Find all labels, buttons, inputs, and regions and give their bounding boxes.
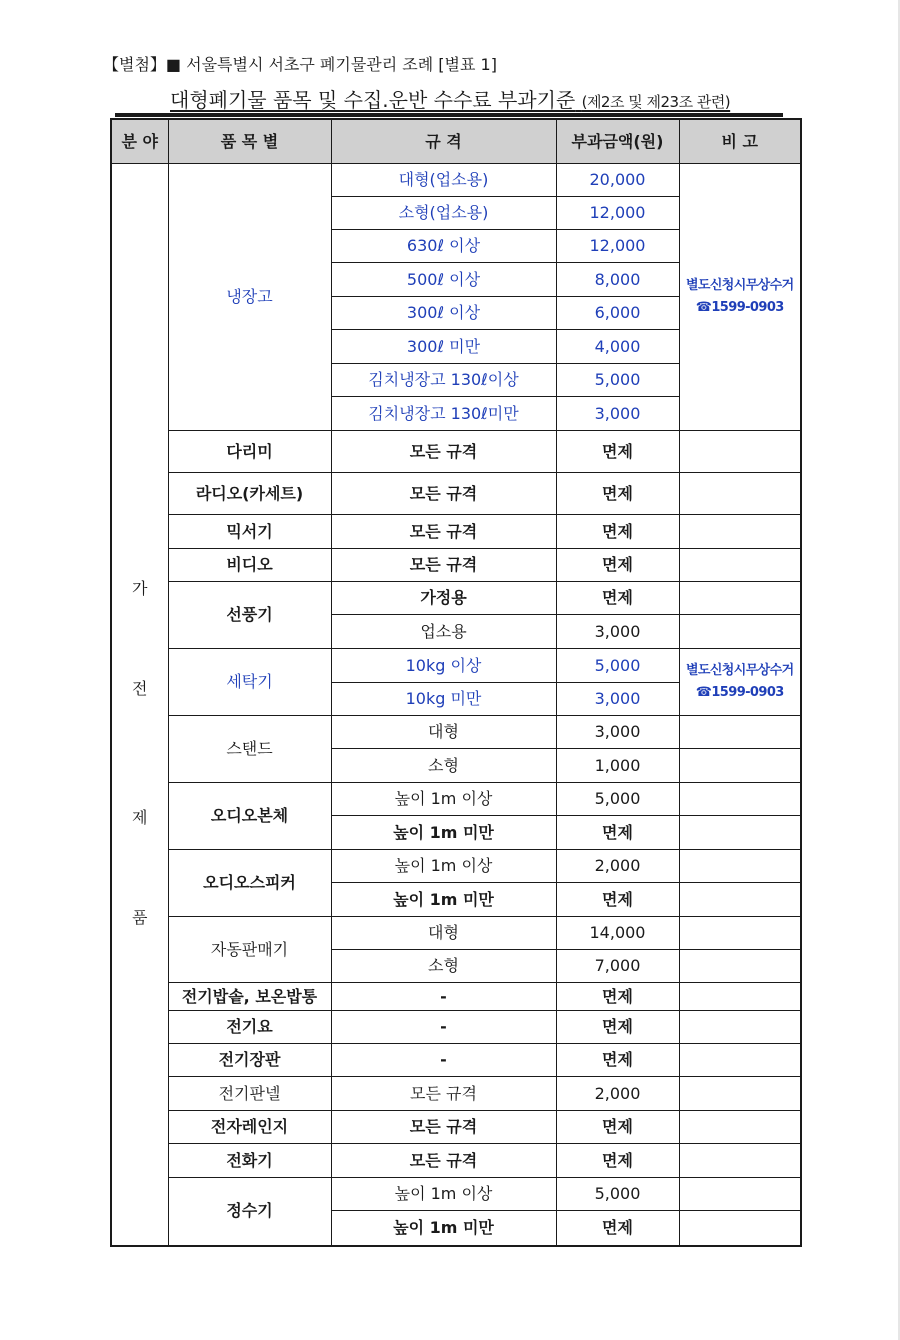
- fee-cell: 면제: [556, 883, 679, 917]
- fee-cell: 면제: [556, 816, 679, 850]
- header-item: 품 목 별: [168, 119, 331, 164]
- table-row: [111, 1011, 801, 1044]
- note-cell: [679, 1211, 801, 1246]
- header-note: 비 고: [679, 119, 801, 164]
- note-cell-fridge: [679, 164, 801, 431]
- spec-cell: 높이 1m 이상: [331, 783, 556, 816]
- item-cell: 선풍기: [168, 582, 331, 649]
- fee-cell: 면제: [556, 1211, 679, 1246]
- spec-cell: 모든 규격: [331, 473, 556, 515]
- table-row: [111, 1178, 801, 1211]
- fee-cell: 면제: [556, 1044, 679, 1077]
- table-row: [111, 515, 801, 549]
- table-row: [111, 850, 801, 883]
- spec-cell: 업소용: [331, 615, 556, 649]
- item-cell: 스탠드: [168, 716, 331, 783]
- fee-cell: 20,000: [556, 164, 679, 197]
- spec-cell: 높이 1m 이상: [331, 1178, 556, 1211]
- item-cell: 정수기: [168, 1178, 331, 1246]
- title-rule: [115, 113, 783, 117]
- spec-cell: 소형: [331, 950, 556, 983]
- item-cell: 다리미: [168, 431, 331, 473]
- spec-cell: 김치냉장고 130ℓ미만: [331, 397, 556, 431]
- note-cell: [679, 917, 801, 950]
- title-sub: (제2조 및 제23조 관련): [581, 93, 731, 111]
- spec-cell: 모든 규격: [331, 1111, 556, 1144]
- fee-cell: 5,000: [556, 364, 679, 397]
- table-row: [111, 1044, 801, 1077]
- note-cell: [679, 749, 801, 783]
- fee-cell: 12,000: [556, 230, 679, 263]
- spec-cell: 대형: [331, 716, 556, 749]
- category-char: 전: [132, 679, 148, 698]
- item-cell: 전자레인지: [168, 1111, 331, 1144]
- table-row: [111, 1077, 801, 1111]
- spec-cell: 소형: [331, 749, 556, 783]
- spec-cell: 높이 1m 미만: [331, 816, 556, 850]
- table-row: [111, 917, 801, 950]
- note-cell: [679, 549, 801, 582]
- spec-cell: 모든 규격: [331, 549, 556, 582]
- fee-cell: 면제: [556, 582, 679, 615]
- table-row: [111, 649, 801, 683]
- spec-cell: 300ℓ 미만: [331, 330, 556, 364]
- item-cell: 전화기: [168, 1144, 331, 1178]
- fee-cell: 면제: [556, 1111, 679, 1144]
- header-spec: 규 격: [331, 119, 556, 164]
- spec-cell: 김치냉장고 130ℓ이상: [331, 364, 556, 397]
- item-cell: 전기판넬: [168, 1077, 331, 1111]
- document-title: [170, 86, 730, 116]
- fee-cell: 3,000: [556, 716, 679, 749]
- note-cell: [679, 816, 801, 850]
- fee-cell: 3,000: [556, 683, 679, 716]
- header-row: [111, 119, 801, 164]
- fee-cell: 2,000: [556, 850, 679, 883]
- fee-cell: 5,000: [556, 783, 679, 816]
- item-cell: 오디오스피커: [168, 850, 331, 917]
- fee-cell: 2,000: [556, 1077, 679, 1111]
- fee-cell: 면제: [556, 549, 679, 582]
- spec-cell: -: [331, 1011, 556, 1044]
- fee-table: [110, 118, 802, 1247]
- fee-cell: 면제: [556, 515, 679, 549]
- note-cell: [679, 716, 801, 749]
- note-cell-washer: [679, 649, 801, 716]
- note-cell: [679, 515, 801, 549]
- fee-cell: 12,000: [556, 197, 679, 230]
- item-cell: 믹서기: [168, 515, 331, 549]
- item-washer: 세탁기: [168, 649, 331, 716]
- fee-cell: 7,000: [556, 950, 679, 983]
- note-cell: [679, 582, 801, 615]
- item-cell: 오디오본체: [168, 783, 331, 850]
- table-row: [111, 1144, 801, 1178]
- note-cell: [679, 615, 801, 649]
- note-cell: [679, 1044, 801, 1077]
- note-cell: [679, 1111, 801, 1144]
- fee-cell: 3,000: [556, 615, 679, 649]
- fee-cell: 면제: [556, 1011, 679, 1044]
- spec-cell: 가정용: [331, 582, 556, 615]
- table-row: [111, 582, 801, 615]
- note-cell: [679, 1011, 801, 1044]
- category-char: 품: [132, 908, 148, 927]
- category-char: 제: [132, 808, 148, 827]
- note-free-pickup: 별도신청시무상수거: [685, 278, 794, 293]
- fee-cell: 면제: [556, 983, 679, 1011]
- spec-cell: -: [331, 983, 556, 1011]
- note-cell: [679, 983, 801, 1011]
- table-row: [111, 1111, 801, 1144]
- note-cell: [679, 850, 801, 883]
- attachment-label: 【별첨】■ 서울특별시 서초구 폐기물관리 조례 [별표 1]: [103, 55, 497, 74]
- spec-cell: 대형: [331, 917, 556, 950]
- table-row: [111, 716, 801, 749]
- spec-cell: 모든 규격: [331, 1144, 556, 1178]
- item-cell: 자동판매기: [168, 917, 331, 983]
- spec-cell: 10kg 이상: [331, 649, 556, 683]
- note-cell: [679, 1077, 801, 1111]
- note-free-pickup: 별도신청시무상수거: [685, 663, 794, 678]
- fee-cell: 1,000: [556, 749, 679, 783]
- fee-cell: 3,000: [556, 397, 679, 431]
- spec-cell: 630ℓ 이상: [331, 230, 556, 263]
- spec-cell: 높이 1m 이상: [331, 850, 556, 883]
- phone-number: ☎1599-0903: [695, 300, 784, 315]
- fee-cell: 면제: [556, 431, 679, 473]
- spec-cell: 높이 1m 미만: [331, 883, 556, 917]
- item-fridge: 냉장고: [168, 164, 331, 431]
- spec-cell: 모든 규격: [331, 1077, 556, 1111]
- note-cell: [679, 1144, 801, 1178]
- spec-cell: 대형(업소용): [331, 164, 556, 197]
- fee-cell: 6,000: [556, 297, 679, 330]
- spec-cell: 10kg 미만: [331, 683, 556, 716]
- note-cell: [679, 1178, 801, 1211]
- spec-cell: 500ℓ 이상: [331, 263, 556, 297]
- spec-cell: 300ℓ 이상: [331, 297, 556, 330]
- item-cell: 전기요: [168, 1011, 331, 1044]
- note-cell: [679, 950, 801, 983]
- phone-number: ☎1599-0903: [695, 685, 784, 700]
- table-row: [111, 783, 801, 816]
- item-cell: 전기밥솥, 보온밥통: [168, 983, 331, 1011]
- note-cell: [679, 883, 801, 917]
- title-main: 대형폐기물 품목 및 수집.운반 수수료 부과기준: [170, 88, 576, 112]
- fee-cell: 8,000: [556, 263, 679, 297]
- spec-cell: -: [331, 1044, 556, 1077]
- header-fee: 부과금액(원): [556, 119, 679, 164]
- table-row: [111, 164, 801, 197]
- fee-cell: 4,000: [556, 330, 679, 364]
- table-row: [111, 549, 801, 582]
- spec-cell: 높이 1m 미만: [331, 1211, 556, 1246]
- table-row: [111, 983, 801, 1011]
- category-char: 가: [132, 579, 148, 598]
- table-row: [111, 473, 801, 515]
- item-cell: 라디오(카세트): [168, 473, 331, 515]
- category-cell: [111, 164, 168, 1246]
- spec-cell: 소형(업소용): [331, 197, 556, 230]
- note-cell: [679, 783, 801, 816]
- item-cell: 비디오: [168, 549, 331, 582]
- fee-cell: 면제: [556, 1144, 679, 1178]
- header-category: 분 야: [111, 119, 168, 164]
- table-row: [111, 431, 801, 473]
- fee-cell: 5,000: [556, 649, 679, 683]
- fee-cell: 5,000: [556, 1178, 679, 1211]
- item-cell: 전기장판: [168, 1044, 331, 1077]
- fee-cell: 14,000: [556, 917, 679, 950]
- spec-cell: 모든 규격: [331, 515, 556, 549]
- note-cell: [679, 473, 801, 515]
- spec-cell: 모든 규격: [331, 431, 556, 473]
- note-cell: [679, 431, 801, 473]
- fee-cell: 면제: [556, 473, 679, 515]
